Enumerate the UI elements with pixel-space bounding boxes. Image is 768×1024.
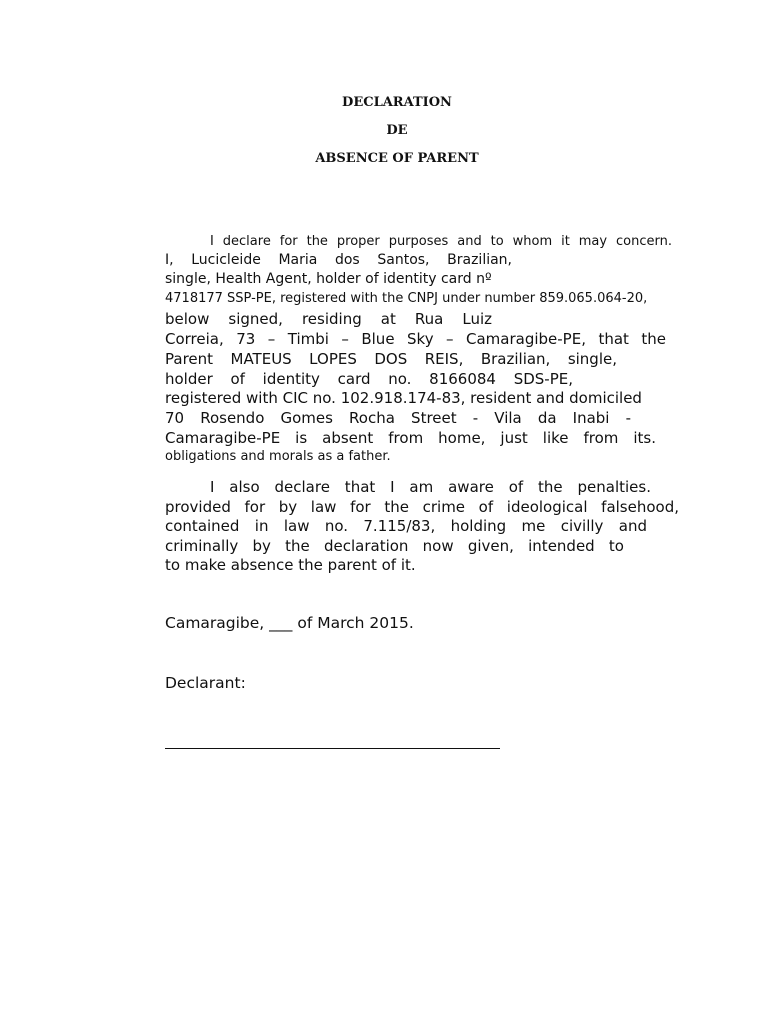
paragraph1-line-4: 4718177 SSP-PE, registered with the CNPJ under number 859.065.064-20, <box>165 291 648 306</box>
paragraph1-line-7: Parent MATEUS LOPES DOS REIS, Brazilian, single, <box>165 350 617 368</box>
paragraph2-line-1: I also declare that I am aware of the penalties. <box>210 478 651 496</box>
paragraph1-line-6: Correia, 73 – Timbi – Blue Sky – Camaragibe-PE, that the <box>165 330 666 348</box>
paragraph1-line-8: holder of identity card no. 8166084 SDS-PE, <box>165 370 573 388</box>
paragraph1-line-1: I declare for the proper purposes and to whom it may concern. <box>210 234 672 249</box>
title-line-declaration: DECLARATION <box>342 95 452 110</box>
paragraph2-line-2: provided for by law for the crime of ideological falsehood, <box>165 498 679 516</box>
signature-line <box>165 748 500 749</box>
paragraph2-line-4: criminally by the declaration now given, intended to <box>165 537 624 555</box>
title-line-absence: ABSENCE OF PARENT <box>315 151 479 166</box>
title-line-de: DE <box>386 123 408 138</box>
paragraph1-line-12: obligations and morals as a father. <box>165 449 391 464</box>
paragraph1-line-5: below signed, residing at Rua Luiz <box>165 310 492 328</box>
paragraph1-line-11: Camaragibe-PE is absent from home, just like from its. <box>165 429 656 447</box>
paragraph1-line-9: registered with CIC no. 102.918.174-83, resident and domiciled <box>165 389 642 407</box>
paragraph1-line-3: single, Health Agent, holder of identity card nº <box>165 271 492 287</box>
paragraph1-line-2: I, Lucicleide Maria dos Santos, Brazilian, <box>165 252 512 268</box>
paragraph2-line-3: contained in law no. 7.115/83, holding me civilly and <box>165 517 647 535</box>
declarant-label: Declarant: <box>165 674 246 692</box>
paragraph2-line-5: to make absence the parent of it. <box>165 556 416 574</box>
place-date: Camaragibe, ___ of March 2015. <box>165 614 414 632</box>
paragraph1-line-10: 70 Rosendo Gomes Rocha Street - Vila da Inabi - <box>165 409 631 427</box>
